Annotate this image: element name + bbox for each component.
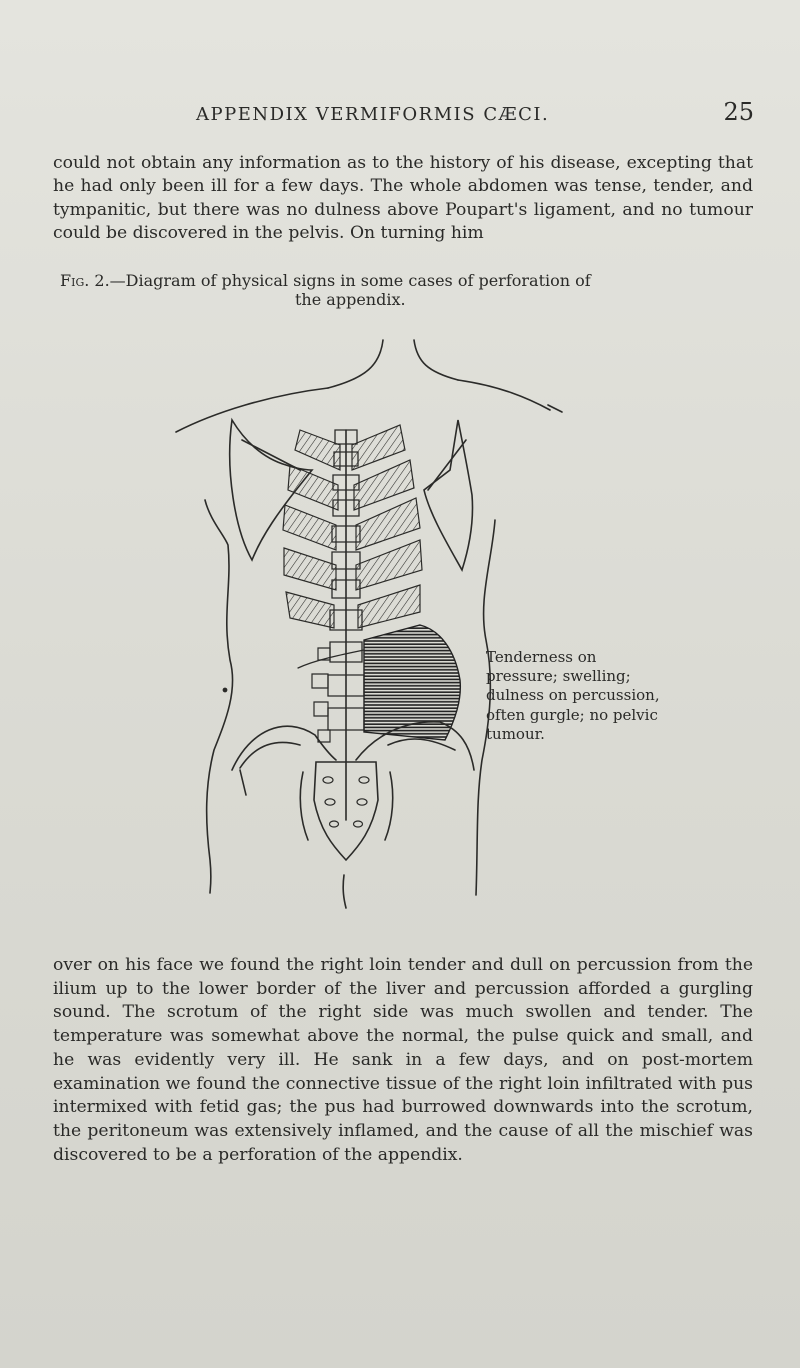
figure-annotation: Tenderness on pressure; swelling; dulness on percussion, often gurgle; no pelvic tumour. [486, 648, 660, 743]
trunk-left-outline [205, 500, 233, 893]
paragraph-top: could not obtain any information as to the history of his disease, excepting that he had only been ill for a few days. The whole abdomen was tense, tender, and tympanitic, but there was no dulness above Poupart's ligament, and no tumour could be discovered in the pelvis. On turning him [53, 153, 753, 244]
figure-label: Fig. 2. [60, 271, 110, 290]
caption-line-1: —Diagram of physical signs in some cases of perforation of [109, 271, 591, 290]
caption-line-2: the appendix. [295, 290, 406, 309]
running-head: APPENDIX VERMIFORMIS CÆCI. [196, 104, 550, 125]
scapula-right [424, 420, 473, 570]
paragraph-bottom: over on his face we found the right loin tender and dull on percussion from the ilium up to the lower border of the liver and percussion afforded a gurgling sound. The scrotum of the right side was much swollen and tender. The temperature was somewhat above the normal, the pulse quick and small, and he was evidently very ill. He sank in a few days, and on post-mortem examination we found the connective tissue of the right loin infiltrated with pus intermixed with fetid gas; the pus had burrowed downwards into the scrotum, the peritoneum was extensively inflamed, and the cause of all the mischief was discovered to be a perforation of the appendix. [53, 955, 753, 1165]
dulness-area [364, 625, 460, 740]
iliac-crest-left [232, 726, 336, 770]
page-number: 25 [723, 98, 754, 126]
neck-right-outline [414, 340, 458, 380]
neck-left-outline [328, 340, 383, 388]
shoulder-left-outline [176, 388, 328, 432]
shoulder-right-outline [458, 380, 550, 410]
